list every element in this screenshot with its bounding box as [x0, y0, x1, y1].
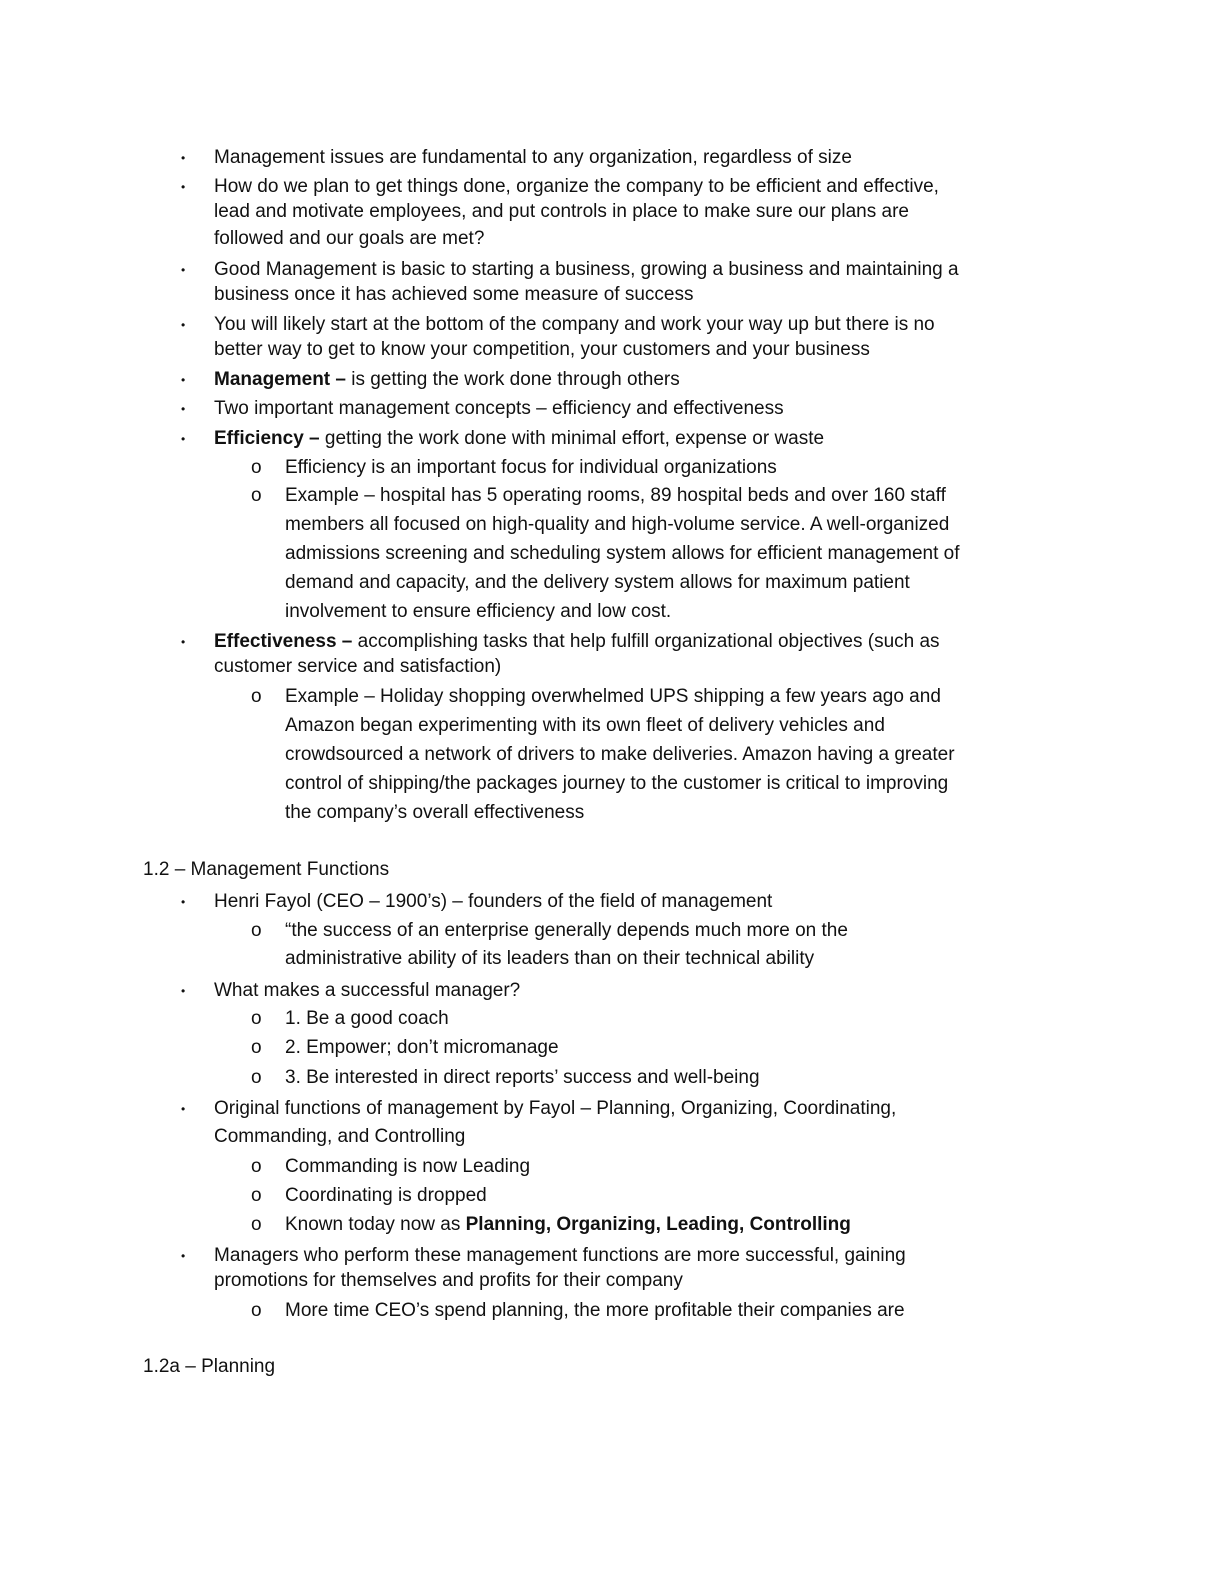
line-text: Known today now as: [285, 1214, 466, 1235]
bullet-icon: •: [181, 1249, 186, 1263]
line-text: involvement to ensure efficiency and low cost.: [285, 601, 672, 622]
bullet-icon: •: [181, 635, 186, 649]
text-line: [285, 685, 941, 709]
text-line: [285, 456, 777, 480]
sub-bullet-icon: o: [251, 1300, 262, 1321]
text-line: [285, 1184, 487, 1208]
line-text: Original functions of management by Fayol – Planning, Organizing, Coordinating,: [214, 1098, 897, 1119]
bullet-icon: •: [181, 984, 186, 998]
text-line: [214, 146, 852, 170]
line-text: the company’s overall effectiveness: [285, 802, 585, 823]
sub-bullet-icon: o: [251, 1156, 262, 1177]
line-text: You will likely start at the bottom of the company and work your way up but there is no: [214, 314, 935, 335]
sub-bullet-icon: o: [251, 1214, 262, 1235]
bullet-icon: •: [181, 1102, 186, 1116]
line-text: How do we plan to get things done, organize the company to be efficient and effective,: [214, 176, 939, 197]
line-text: admissions screening and scheduling system allows for efficient management of: [285, 543, 960, 564]
text-line: [285, 1299, 905, 1323]
line-text: getting the work done with minimal effort, expense or waste: [319, 428, 825, 449]
text-line: [285, 1036, 559, 1060]
text-line: [285, 1213, 851, 1237]
text-line: [214, 227, 484, 251]
sub-bullet-icon: o: [251, 1037, 262, 1058]
text-line: [285, 600, 671, 624]
text-line: [214, 258, 959, 282]
bullet-icon: •: [181, 402, 186, 416]
text-line: [285, 1066, 760, 1090]
line-text: More time CEO’s spend planning, the more profitable their companies are: [285, 1300, 905, 1321]
line-text: members all focused on high-quality and high-volume service. A well-organized: [285, 514, 950, 535]
section-heading: [143, 1355, 275, 1379]
text-line: [214, 655, 501, 679]
line-text: promotions for themselves and profits for their company: [214, 1270, 683, 1291]
text-line: [214, 1097, 896, 1121]
line-text: 3. Be interested in direct reports’ success and well-being: [285, 1067, 760, 1088]
text-line: [214, 1269, 683, 1293]
line-text: lead and motivate employees, and put controls in place to make sure our plans are: [214, 201, 909, 222]
text-line: [285, 1155, 530, 1179]
text-line: [285, 542, 960, 566]
line-text: 2. Empower; don’t micromanage: [285, 1037, 559, 1058]
text-line: [214, 368, 680, 392]
sub-bullet-icon: o: [251, 1008, 262, 1029]
text-line: [285, 571, 910, 595]
section-heading: [143, 858, 389, 882]
line-text: Coordinating is dropped: [285, 1185, 487, 1206]
text-line: [214, 175, 939, 199]
line-text: Amazon began experimenting with its own fleet of delivery vehicles and: [285, 715, 885, 736]
line-text: 1. Be a good coach: [285, 1008, 449, 1029]
line-text: control of shipping/the packages journey to the customer is critical to improving: [285, 773, 949, 794]
sub-bullet-icon: o: [251, 1067, 262, 1088]
bullet-icon: •: [181, 180, 186, 194]
text-line: [285, 772, 948, 796]
text-line: [214, 1125, 465, 1149]
line-text: administrative ability of its leaders than on their technical ability: [285, 948, 815, 969]
bullet-icon: •: [181, 373, 186, 387]
line-text: Efficiency is an important focus for individual organizations: [285, 457, 777, 478]
text-line: [285, 714, 885, 738]
line-text: Example – Holiday shopping overwhelmed UPS shipping a few years ago and: [285, 686, 941, 707]
line-text: is getting the work done through others: [345, 369, 680, 390]
line-text: followed and our goals are met?: [214, 228, 485, 249]
line-text: crowdsourced a network of drivers to make deliveries. Amazon having a greater: [285, 744, 955, 765]
text-line: [214, 397, 784, 421]
line-text: 1.2 – Management Functions: [143, 859, 390, 880]
line-text: Henri Fayol (CEO – 1900’s) – founders of the field of management: [214, 891, 773, 912]
bullet-icon: •: [181, 263, 186, 277]
line-text: Managers who perform these management functions are more successful, gaining: [214, 1245, 906, 1266]
text-line: [285, 947, 814, 971]
text-line: [214, 338, 870, 362]
line-text: Commanding is now Leading: [285, 1156, 531, 1177]
text-line: [214, 979, 520, 1003]
line-text: Two important management concepts – efficiency and effectiveness: [214, 398, 784, 419]
text-line: [214, 313, 935, 337]
line-text: business once it has achieved some measure of success: [214, 284, 694, 305]
text-line: [214, 283, 693, 307]
sub-bullet-icon: o: [251, 457, 262, 478]
text-line: [285, 801, 584, 825]
text-line: [214, 630, 940, 654]
bold-term: Effectiveness –: [214, 631, 353, 652]
text-line: [285, 513, 949, 537]
sub-bullet-icon: o: [251, 485, 262, 506]
line-text: “the success of an enterprise generally depends much more on the: [285, 920, 848, 941]
bullet-icon: •: [181, 895, 186, 909]
bold-term: Management –: [214, 369, 346, 390]
line-text: Example – hospital has 5 operating rooms, 89 hospital beds and over 160 staff: [285, 485, 946, 506]
line-text: Management issues are fundamental to any organization, regardless of size: [214, 147, 852, 168]
line-text: demand and capacity, and the delivery system allows for maximum patient: [285, 572, 910, 593]
text-line: [214, 890, 772, 914]
text-line: [285, 1007, 449, 1031]
sub-bullet-icon: o: [251, 920, 262, 941]
bullet-icon: •: [181, 432, 186, 446]
text-line: [214, 1244, 906, 1268]
sub-bullet-icon: o: [251, 686, 262, 707]
sub-bullet-icon: o: [251, 1185, 262, 1206]
bold-term: Efficiency –: [214, 428, 320, 449]
line-text: customer service and satisfaction): [214, 656, 502, 677]
bullet-icon: •: [181, 151, 186, 165]
text-line: [285, 743, 955, 767]
line-text: 1.2a – Planning: [143, 1356, 276, 1377]
bullet-icon: •: [181, 318, 186, 332]
line-text: better way to get to know your competition, your customers and your business: [214, 339, 870, 360]
line-text: Good Management is basic to starting a business, growing a business and maintaining a: [214, 259, 959, 280]
line-text: accomplishing tasks that help fulfill organizational objectives (such as: [352, 631, 940, 652]
text-line: [285, 484, 946, 508]
line-text: What makes a successful manager?: [214, 980, 521, 1001]
line-text: Commanding, and Controlling: [214, 1126, 466, 1147]
text-line: [285, 919, 848, 943]
text-line: [214, 200, 909, 224]
bold-term: Planning, Organizing, Leading, Controlling: [465, 1214, 851, 1235]
text-line: [214, 427, 824, 451]
